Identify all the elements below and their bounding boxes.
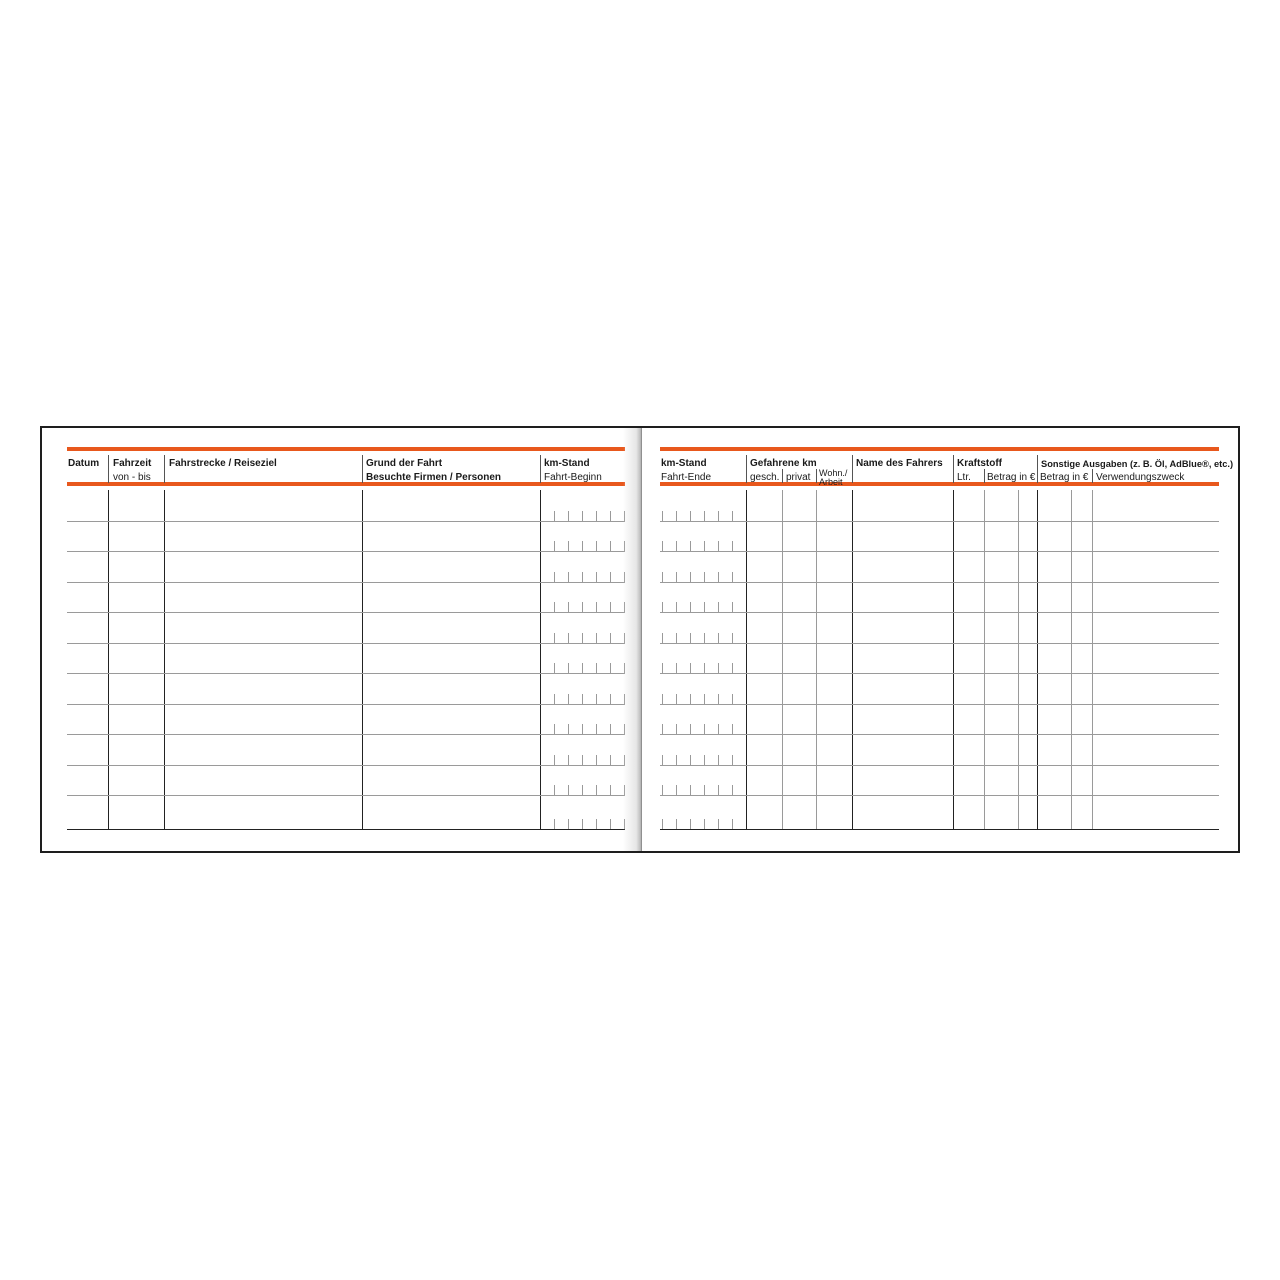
row-rule — [660, 521, 1219, 522]
digit-tick — [718, 602, 719, 612]
digit-tick — [582, 724, 583, 734]
digit-tick — [704, 541, 705, 551]
digit-tick — [718, 511, 719, 521]
row-rule — [660, 612, 1219, 613]
row-rule — [660, 765, 1219, 766]
col-header-gesch: gesch. — [750, 472, 780, 483]
digit-tick — [610, 572, 611, 582]
row-rule — [67, 704, 625, 705]
row-rule — [67, 829, 625, 831]
digit-tick — [596, 602, 597, 612]
digit-tick — [568, 785, 569, 795]
digit-tick — [582, 572, 583, 582]
digit-tick — [554, 541, 555, 551]
digit-tick — [596, 511, 597, 521]
digit-tick — [676, 633, 677, 643]
digit-tick — [662, 511, 663, 521]
logbook-spread — [40, 426, 1240, 853]
digit-tick — [596, 633, 597, 643]
row-rule — [660, 673, 1219, 674]
digit-tick — [718, 819, 719, 829]
digit-tick — [662, 724, 663, 734]
digit-tick — [704, 819, 705, 829]
digit-tick — [676, 819, 677, 829]
header-top-rule — [660, 447, 1219, 451]
column-rule — [164, 490, 165, 829]
row-rule — [67, 765, 625, 766]
digit-tick — [732, 819, 733, 829]
row-rule — [660, 795, 1219, 796]
digit-tick — [554, 602, 555, 612]
header-separator — [816, 469, 817, 483]
header-separator — [953, 455, 954, 483]
col-header-sonstige: Sonstige Ausgaben (z. B. Öl, AdBlue®, etc.) — [1041, 459, 1234, 469]
digit-tick — [704, 694, 705, 704]
digit-tick — [732, 511, 733, 521]
column-rule — [852, 490, 853, 829]
digit-tick — [610, 602, 611, 612]
digit-tick — [554, 819, 555, 829]
digit-tick — [568, 511, 569, 521]
digit-tick — [554, 511, 555, 521]
col-header-betrag-kraftstoff: Betrag in € — [987, 472, 1036, 483]
digit-tick — [732, 541, 733, 551]
column-rule — [1092, 490, 1093, 829]
digit-tick — [582, 511, 583, 521]
col-header-verwendungszweck: Verwendungszweck — [1096, 472, 1185, 483]
digit-tick — [718, 724, 719, 734]
digit-tick — [676, 694, 677, 704]
digit-tick — [610, 511, 611, 521]
digit-tick — [554, 663, 555, 673]
digit-tick — [704, 511, 705, 521]
digit-tick — [690, 541, 691, 551]
header-separator — [782, 469, 783, 483]
digit-tick — [662, 602, 663, 612]
digit-tick — [690, 663, 691, 673]
row-rule — [660, 704, 1219, 705]
right-page — [642, 428, 1238, 851]
digit-tick — [596, 694, 597, 704]
header-separator — [852, 455, 853, 483]
digit-tick — [676, 755, 677, 765]
digit-tick — [718, 755, 719, 765]
digit-tick — [568, 694, 569, 704]
digit-tick — [554, 572, 555, 582]
digit-tick — [610, 755, 611, 765]
digit-tick — [596, 724, 597, 734]
header-top-rule — [67, 447, 625, 451]
digit-tick — [582, 633, 583, 643]
digit-tick — [676, 663, 677, 673]
column-rule — [108, 490, 109, 829]
digit-tick — [610, 785, 611, 795]
digit-tick — [596, 572, 597, 582]
digit-tick — [704, 755, 705, 765]
digit-tick — [568, 572, 569, 582]
column-rule — [816, 490, 817, 829]
col-header-grund: Grund der Fahrt Besuchte Firmen / Personen — [366, 458, 502, 483]
column-rule — [1071, 490, 1072, 829]
col-header-fahrzeit: Fahrzeit von - bis — [113, 458, 152, 483]
header-separator — [984, 469, 985, 483]
digit-tick — [690, 633, 691, 643]
header-separator — [362, 455, 363, 483]
digit-tick — [568, 663, 569, 673]
row-rule — [660, 551, 1219, 552]
col-header-datum: Datum — [68, 458, 100, 469]
digit-tick — [704, 663, 705, 673]
digit-tick — [718, 694, 719, 704]
digit-tick — [610, 819, 611, 829]
digit-tick — [732, 694, 733, 704]
col-header-privat: privat — [786, 472, 811, 483]
digit-tick — [704, 633, 705, 643]
digit-tick — [690, 755, 691, 765]
column-rule — [953, 490, 954, 829]
digit-tick — [582, 755, 583, 765]
digit-tick — [690, 724, 691, 734]
row-rule — [67, 612, 625, 613]
digit-tick — [718, 541, 719, 551]
column-rule — [1037, 490, 1038, 829]
header-separator — [1092, 469, 1093, 483]
digit-tick — [732, 572, 733, 582]
digit-tick — [676, 511, 677, 521]
col-header-kraftstoff: Kraftstoff Ltr. — [957, 458, 1002, 483]
header-separator — [108, 455, 109, 483]
digit-tick — [676, 541, 677, 551]
digit-tick — [596, 663, 597, 673]
digit-tick — [596, 785, 597, 795]
digit-tick — [704, 785, 705, 795]
left-page — [42, 428, 640, 851]
digit-tick — [582, 819, 583, 829]
digit-tick — [554, 694, 555, 704]
digit-tick — [596, 819, 597, 829]
digit-tick — [568, 541, 569, 551]
col-header-fahrstrecke: Fahrstrecke / Reiseziel — [169, 458, 277, 469]
digit-tick — [610, 633, 611, 643]
digit-tick — [732, 633, 733, 643]
digit-tick — [732, 663, 733, 673]
row-rule — [67, 795, 625, 796]
header-separator — [164, 455, 165, 483]
digit-tick — [582, 785, 583, 795]
col-header-betrag-sonstige: Betrag in € — [1040, 472, 1089, 483]
digit-tick — [704, 572, 705, 582]
digit-tick — [568, 633, 569, 643]
digit-tick — [662, 755, 663, 765]
digit-tick — [718, 663, 719, 673]
digit-tick — [582, 663, 583, 673]
digit-tick — [662, 633, 663, 643]
col-header-wohn-arbeit: Wohn./ Arbeit — [819, 468, 848, 487]
row-rule — [67, 673, 625, 674]
digit-tick — [690, 819, 691, 829]
row-rule — [660, 582, 1219, 583]
header-separator — [746, 455, 747, 483]
digit-tick — [610, 724, 611, 734]
digit-tick — [582, 602, 583, 612]
digit-tick — [610, 541, 611, 551]
digit-tick — [676, 785, 677, 795]
col-header-kmstand-beginn: km-Stand Fahrt-Beginn — [544, 458, 602, 483]
digit-tick — [554, 724, 555, 734]
digit-tick — [732, 724, 733, 734]
column-rule — [540, 490, 541, 829]
digit-tick — [690, 602, 691, 612]
digit-tick — [662, 541, 663, 551]
digit-tick — [554, 785, 555, 795]
row-rule — [67, 643, 625, 644]
digit-tick — [732, 602, 733, 612]
digit-tick — [732, 785, 733, 795]
row-rule — [67, 521, 625, 522]
digit-tick — [704, 724, 705, 734]
column-rule — [782, 490, 783, 829]
digit-tick — [690, 511, 691, 521]
row-rule — [660, 643, 1219, 644]
header-separator — [540, 455, 541, 483]
digit-tick — [690, 572, 691, 582]
digit-tick — [610, 694, 611, 704]
digit-tick — [568, 602, 569, 612]
digit-tick — [582, 541, 583, 551]
digit-tick — [554, 633, 555, 643]
column-rule — [746, 490, 747, 829]
digit-tick — [662, 785, 663, 795]
column-rule — [984, 490, 985, 829]
digit-tick — [596, 755, 597, 765]
column-rule — [362, 490, 363, 829]
row-rule — [67, 582, 625, 583]
col-header-kmstand-ende: km-Stand Fahrt-Ende — [661, 458, 712, 483]
digit-tick — [568, 819, 569, 829]
row-rule — [660, 734, 1219, 735]
row-rule — [67, 551, 625, 552]
col-header-fahrer: Name des Fahrers — [856, 458, 943, 469]
digit-tick — [596, 541, 597, 551]
digit-tick — [662, 694, 663, 704]
digit-tick — [718, 572, 719, 582]
digit-tick — [690, 785, 691, 795]
digit-tick — [732, 755, 733, 765]
digit-tick — [704, 602, 705, 612]
digit-tick — [662, 819, 663, 829]
digit-tick — [676, 572, 677, 582]
header-separator — [1037, 455, 1038, 483]
digit-tick — [582, 694, 583, 704]
digit-tick — [676, 724, 677, 734]
digit-tick — [718, 633, 719, 643]
digit-tick — [610, 663, 611, 673]
digit-tick — [568, 724, 569, 734]
digit-tick — [662, 663, 663, 673]
digit-tick — [718, 785, 719, 795]
col-header-gefahrene-km: Gefahrene km — [750, 458, 817, 469]
digit-tick — [568, 755, 569, 765]
digit-tick — [554, 755, 555, 765]
digit-tick — [690, 694, 691, 704]
column-rule — [1018, 490, 1019, 829]
digit-tick — [676, 602, 677, 612]
digit-tick — [662, 572, 663, 582]
row-rule — [67, 734, 625, 735]
row-rule — [660, 829, 1219, 831]
